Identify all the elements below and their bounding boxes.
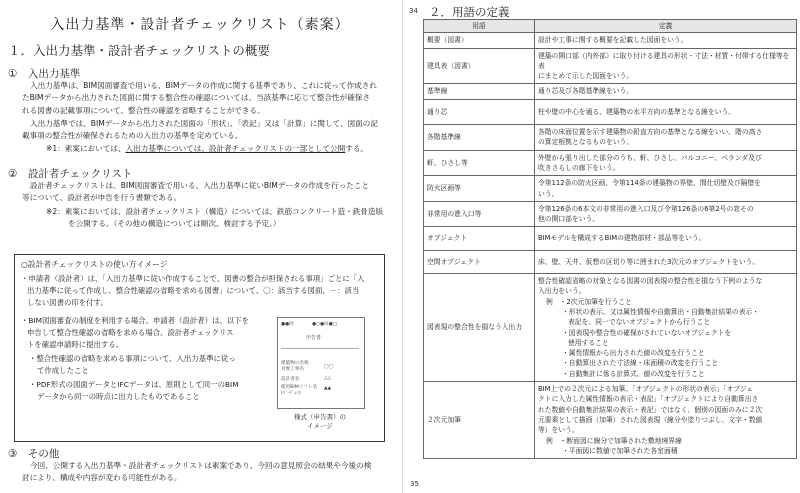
table-row: 防火区画等 令第112条の防火区画、令第114条の建築物の界壁、間仕切壁及び隔壁を いう。: [424, 176, 797, 202]
section-heading: １．入出力基準・設計者チェックリストの概要: [8, 43, 270, 58]
form-caption: 様式（申告書）の イメージ: [294, 413, 346, 430]
box-item-1: ・申請者（設計者）は、「入出力基準に従い作成することで、図書の整合が担保される事項」ごとに「入 出力基準に従って作成し、整合性確認の省略を求める図書」について、〇：該当する図面、－：該当 しない図書の印を付す。: [21, 274, 365, 307]
table-row: 建具表（図書） 建築の開口部（内外部）に取り付ける建具の形状・寸法・材質・付帯する仕様等を表 にまとめて示した図面をいう。: [424, 48, 797, 84]
checklist-heading: ② 設計者チェックリスト: [8, 168, 133, 180]
right-page: [405, 0, 800, 493]
table-row: 軒、ひさし等 外壁から張り出した部分のうち、軒、ひさし、バルコニー、ベランダ及び 吹きさらしの廊下をいう。: [424, 150, 797, 176]
column-header-definition: 定義: [535, 20, 797, 33]
definitions-table: [423, 19, 797, 459]
table-row: 基準線 通り芯及び各階基準線をいう。: [424, 84, 797, 99]
note-1: ※1：素案においては、入出力基準については、設計者チェックリストの一部として公開する。: [46, 144, 369, 153]
box-title: ○設計者チェックリストの使い方イメージ: [21, 260, 168, 269]
column-header-term: 用語: [424, 20, 535, 33]
table-row: 概要（図書） 設計や工事に関する概要を記載した図面をいう。: [424, 33, 797, 48]
page-divider: [402, 0, 403, 493]
other-heading: ③ その他: [8, 448, 60, 460]
box-sub-item-1: ・整合性確認の省略を求める事項について、入出力基準に従っ て作成したこと: [29, 354, 236, 375]
page-number-right: 35: [410, 480, 419, 488]
box-sub-item-2: ・PDF形式の図面データとIFCデータは、原則として同一のBIM データから同一の時点に出力したものであること: [29, 380, 239, 401]
io-standard-paragraph-2: 入出力基準では、BIMデータから出力された図面の「形状」、「表記」又は「計算」に関して、図面の記 載事項の整合性が確保されるための入出力の基準を定めている。: [22, 119, 378, 141]
page-number-left: 34: [409, 7, 418, 15]
table-header-row: [424, 20, 797, 33]
table-row: 通り芯 柱や壁の中心を通る、建築物の水平方向の基準となる線をいう。: [424, 99, 797, 124]
io-standard-paragraph: 入出力基準は、BIM図面審査で用いる、BIMデータの作成に関する基準であり、これに従って作成され たBIMデータから出力された図面に関する整合性の確認については、当該基準に応じて整合性が確保さ れる図書の記載事項について、整合性の確認を省略することができる。: [22, 81, 377, 115]
table-row: オブジェクト BIMモデルを構成するBIMの建物部材・部品等をいう。: [424, 227, 797, 250]
io-standard-heading: ① 入出力基準: [8, 68, 81, 80]
definitions-title: ２．用語の定義: [429, 5, 510, 19]
table-row: 非常用の進入口等 令第126条の6本文の非常用の進入口及び令第126条の6第2号の窓その 他の開口部をいう。: [424, 201, 797, 227]
table-row: ２次元加筆 BIM上での２次元による加筆。「オブジェクトの形状の表示」「オブジェ クトに入力した属性情報の表示・表記」「オブジェクトにより自動算出さ れた数値や自動集計結果の表示・表記」ではなく、個別の図面のみに２次 元要素として描画（加筆）された図表現（線分や塗りつぶし、文字・数値 等）をいう。 例 ・断面図に線分で加筆された敷地境界線 ・平面図に数値で加筆された各室面積: [424, 382, 797, 459]
table-row: 図表現の整合性を損なう入出力 整合性確認省略の対象となる図書の図表現の整合性を損なう下例のような 入出力をいう。 例 ・2次元加筆を行うこと ・形状の表示、又は属性情報や自動算出・自動集計結果の表示・ 表記を、同一でないオブジェクトから行うこと ・図表現や整合性の確保がされていないオブジェクトを 使用すること ・属性情報から出力された値の改変を行うこと ・自動算出された寸法線・床面積の改変を行うこと ・自動集計に係る計算式、値の改変を行うこと: [424, 274, 797, 382]
table-row: 各階基準線 各階の床面位置を示す建築物の鉛直方向の基準となる線をいい、階の高さ の算定根拠となるものをいう。: [424, 125, 797, 151]
box-item-2: ・BIM図面審査の制度を利用する場合、申請者（設計者）は、以下を 申告して整合性確認の省略を求める場合、設計者チェックリス トを確認申請時に提出する。: [21, 316, 249, 349]
declaration-form-image: ●●回 ●○●回●□ 申告書 建築物の名称 対象工事名 〇〇 設計者名 △△ 使用BIMソフト名 (ﾊﾞｰｼﾞｮﾝ) ▲▲: [277, 317, 365, 409]
table-row: 空間オブジェクト 床、壁、天井、仮想の区切り等に囲まれた3次元のオブジェクトをいう。: [424, 250, 797, 273]
usage-image-box: [14, 254, 385, 442]
checklist-paragraph: 設計者チェックリストは、BIM図面審査で用いる、入出力基準に従いBIMデータの作成を行ったこと 等について、設計者が申告を行う書類である。: [22, 181, 369, 203]
other-paragraph: 今回、公開する入出力基準・設計者チェックリストは素案であり、今回の意見照会の結果や今後の検 討により、構成や内容が変わる可能性がある。: [22, 461, 372, 483]
note-2: ※2：素案においては、設計者チェックリスト（構造）については、鉄筋コンクリート造・鉄骨造版 を公開する。（その他の構造については順次、検討する予定。）: [46, 207, 384, 229]
document-title: 入出力基準・設計者チェックリスト（素案）: [50, 17, 350, 33]
